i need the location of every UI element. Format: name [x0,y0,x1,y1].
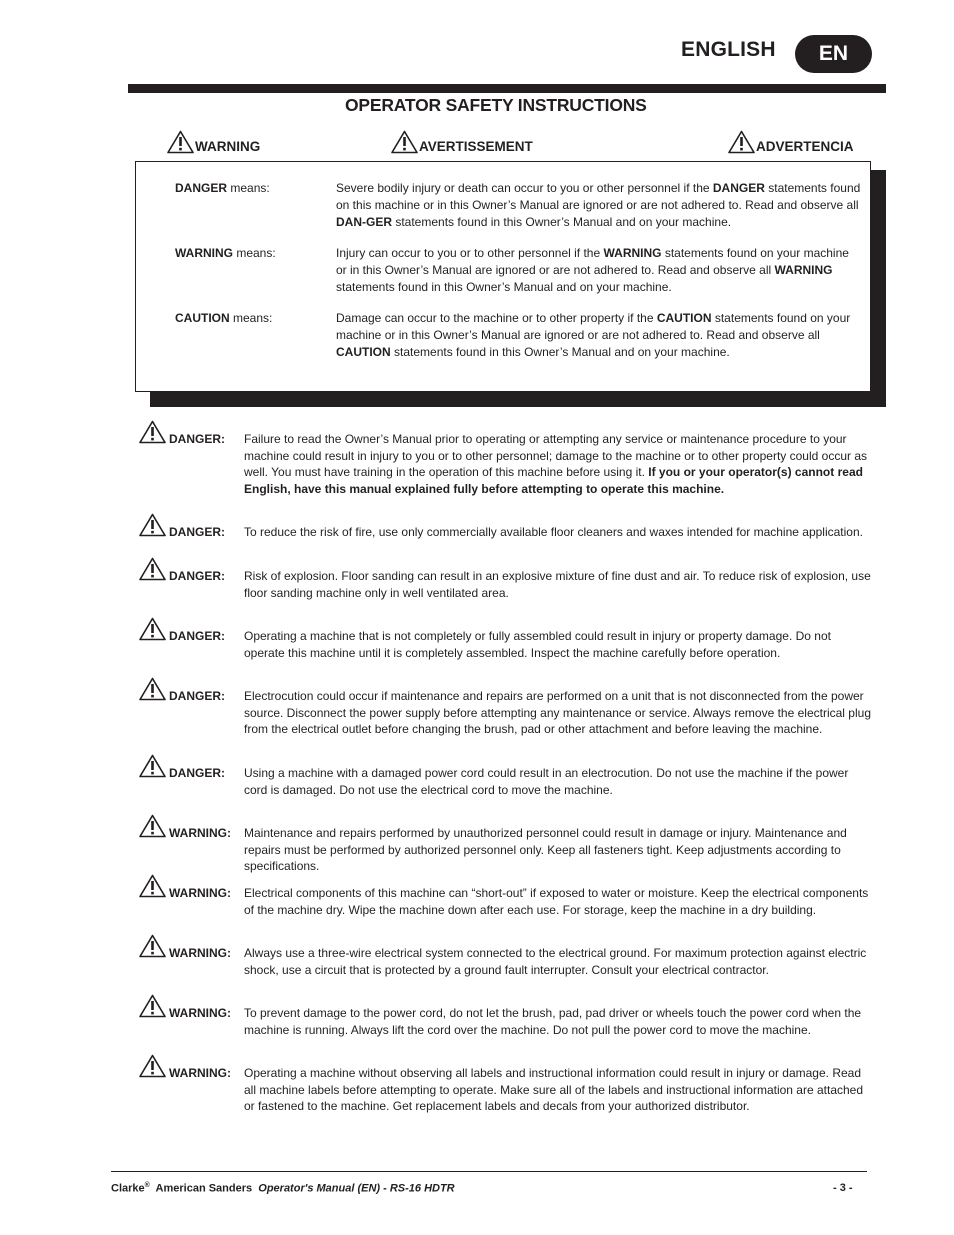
body-text: statements found on this machine or in this Owner’s Manual are ignored or are not adhered to. Read and observe all [336,181,861,212]
definition-term-caution: CAUTION means: [175,311,273,325]
item-text [244,825,872,875]
emphasis-text: WARNING [603,246,662,260]
definition-text-caution [336,310,862,361]
emphasis-text: DANGER [712,181,765,195]
item-label: DANGER: [169,689,225,703]
body-text: To prevent damage to the power cord, do not let the brush, pad, pad driver or wheels touch the power cord when the machine is running. Always lift the cord over the machine. Do not pull the power cord to move the machine. [244,1006,862,1037]
item-label: DANGER: [169,766,225,780]
item-label: WARNING: [169,946,231,960]
item-text [244,1065,872,1115]
body-text: statements found in this Owner’s Manual and on your machine. [336,280,672,294]
body-text: statements found in this Owner’s Manual and on your machine. [390,345,730,359]
body-text: Injury can occur to you or to other personnel if the [336,246,604,260]
body-text: To reduce the risk of fire, use only commercially available floor cleaners and waxes intended for machine application. [244,525,863,539]
warning-triangle-icon [139,617,166,641]
warning-triangle-icon [139,934,166,958]
box-shadow [870,170,886,407]
emphasis-text: CAUTION [336,345,391,359]
body-text: statements found on your machine or in this Owner’s Manual are ignored or are not adhered to. Read and observe all [336,311,851,342]
item-label: WARNING: [169,886,231,900]
item-text [244,524,872,541]
footer-company: American Sanders [155,1182,253,1195]
warning-triangle-icon [139,677,166,701]
item-text [244,628,872,661]
item-text [244,945,872,978]
item-label: DANGER: [169,432,225,446]
warning-triangle-icon [139,420,166,444]
emphasis-text: If you or your operator(s) cannot read English, have this manual explained fully before attempting to operate this machine. [244,465,863,496]
box-shadow [150,390,886,407]
warning-triangle-icon [139,874,166,898]
item-text [244,885,872,918]
language-label: ENGLISH [681,38,776,61]
item-label: DANGER: [169,569,225,583]
definition-text-warning [336,245,862,296]
item-text [244,765,872,798]
body-text: Operating a machine that is not completely or fully assembled could result in injury or property damage. Do not operate this machine until it is completely assembled. Inspect the machine carefully before operation. [244,629,831,660]
item-label: WARNING: [169,826,231,840]
warning-triangle-icon [139,557,166,581]
body-text: Always use a three-wire electrical system connected to the electrical ground. For maximum protection against electric shock, use a circuit that is protected by a ground fault interrupter. Consult your electrical contractor. [244,946,867,977]
footer-rule [111,1171,867,1172]
body-text: statements found on your machine or in this Owner’s Manual are ignored or are not adhered to. Read and observe all [336,246,849,277]
item-label: DANGER: [169,525,225,539]
signal-word-advertencia [728,130,854,154]
section-title: OPERATOR SAFETY INSTRUCTIONS [345,95,647,115]
item-label: DANGER: [169,629,225,643]
emphasis-text: CAUTION [656,311,712,325]
top-rule [128,84,886,93]
warning-triangle-icon [139,994,166,1018]
item-text [244,1005,872,1038]
body-text: Severe bodily injury or death can occur to you or other personnel if the [336,181,713,195]
emphasis-text: WARNING [774,263,833,277]
page-number: - 3 - [833,1182,853,1194]
warning-triangle-icon [139,754,166,778]
footer-brand: Clarke [111,1182,145,1195]
signal-word-label: AVERTISSEMENT [419,139,533,154]
body-text: Damage can occur to the machine or to other property if the [336,311,657,325]
body-text: Operating a machine without observing all labels and instructional information could result in injury or damage. Read all machine labels before attempting to operate. Make sure all of the labels and instructional information are attached or fastened to the machine. Get replacement labels and decals from your authorized distributor. [244,1066,864,1114]
warning-triangle-icon [167,130,194,154]
item-text [244,688,872,738]
footer-reg-mark: ® [144,1182,150,1189]
warning-triangle-icon [139,814,166,838]
emphasis-text: DAN-GER [336,215,392,229]
definition-term-warning: WARNING means: [175,246,276,260]
signal-word-avertissement [391,130,533,154]
body-text: Electrical components of this machine can “short-out” if exposed to water or moisture. Keep the electrical components of the machine dry. Wipe the machine down after each use. For storage, keep the machine in a dry building. [244,886,869,917]
warning-triangle-icon [728,130,755,154]
item-label: WARNING: [169,1006,231,1020]
item-label: WARNING: [169,1066,231,1080]
warning-triangle-icon [391,130,418,154]
warning-triangle-icon [139,513,166,537]
item-text [244,431,872,497]
language-badge: EN [795,35,872,73]
footer-manual: Operator's Manual (EN) - RS-16 HDTR [258,1182,455,1195]
body-text: Failure to read the Owner’s Manual prior to operating or attempting any service or maintenance procedure to your machine could result in injury to you or to other personnel; damage to the machine or to other property could occur as well. You must have training in the operation of this machine before using it. [244,432,868,480]
warning-triangle-icon [139,1054,166,1078]
definition-text-danger [336,180,862,231]
signal-word-label: WARNING [195,139,261,154]
footer-text [111,1182,455,1195]
definition-term-danger: DANGER means: [175,181,270,195]
body-text: Maintenance and repairs performed by unauthorized personnel could result in damage or injury. Maintenance and repairs must be performed by authorized personnel only. Keep all fasteners tight. Keep adjustments according to specifications. [244,826,847,874]
body-text: statements found in this Owner’s Manual and on your machine. [392,215,732,229]
signal-word-label: ADVERTENCIA [756,139,854,154]
body-text: Electrocution could occur if maintenance and repairs are performed on a unit that is not disconnected from the power source. Disconnect the power supply before attempting any maintenance or service. Always remove the electrical plug from the electrical outlet before changing the brush, pad or other attachment and before leaving the machine. [244,689,871,737]
item-text [244,568,872,601]
body-text: Using a machine with a damaged power cord could result in an electrocution. Do not use the machine if the power cord is damaged. Do not use the electrical cord to move the machine. [244,766,849,797]
body-text: Risk of explosion. Floor sanding can result in an explosive mixture of fine dust and air. To reduce risk of explosion, use floor sanding machine only in well ventilated area. [244,569,871,600]
signal-word-warning [167,130,260,154]
